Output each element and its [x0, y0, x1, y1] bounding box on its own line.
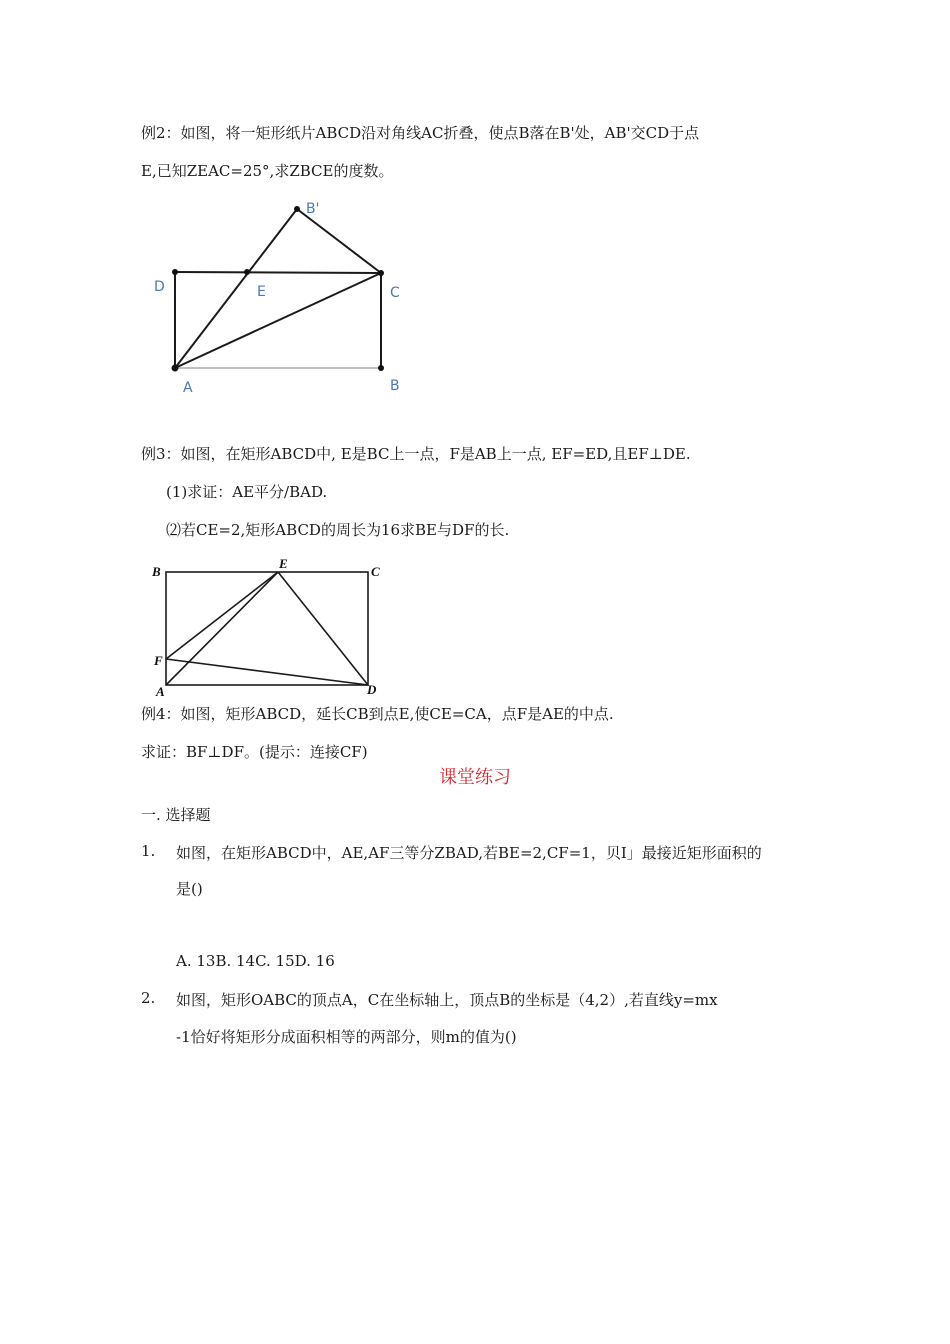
label-e: E — [279, 556, 288, 571]
label-d: D — [154, 279, 165, 295]
practice-heading: 课堂练习 — [439, 767, 511, 788]
question1-options: A. 13B. 14C. 15D. 16 — [176, 952, 335, 970]
label-c: C — [371, 564, 380, 579]
segment-fd — [166, 659, 368, 685]
section-multiple-choice: 一. 选择题 — [141, 806, 211, 824]
point-b — [378, 365, 384, 371]
label-e: E — [257, 284, 266, 300]
example3-line2: (1)求证：AE平分/BAD. — [166, 483, 328, 501]
point-b-prime — [294, 206, 300, 212]
segment-fe — [166, 572, 278, 659]
label-f: F — [154, 653, 163, 668]
label-c: C — [390, 285, 400, 301]
point-a — [172, 365, 179, 372]
rectangle-abcd — [166, 572, 368, 685]
label-d: D — [367, 682, 377, 697]
segment-ae — [166, 572, 278, 685]
question2-line1: 如图，矩形OABC的顶点A，C在坐标轴上，顶点B的坐标是（4,2）,若直线y=mx — [176, 991, 718, 1009]
example3-line3: ⑵若CE=2,矩形ABCD的周长为16求BE与DF的长. — [166, 521, 510, 539]
label-b: B — [152, 564, 161, 579]
label-a: A — [183, 380, 193, 396]
point-d — [172, 269, 178, 275]
question1-line1: 如图，在矩形ABCD中，AE,AF三等分ZBAD,若BE=2,CF=1，贝I」最接近矩形面积的 — [176, 844, 762, 862]
question1-line2: 是() — [176, 880, 203, 898]
point-c — [378, 270, 384, 276]
example2-line1: 例2：如图，将一矩形纸片ABCD沿对角线AC折叠，使点B落在B'处，AB'交CD于点 — [141, 124, 700, 142]
example4-line1: 例4：如图，矩形ABCD，延长CB到点E,使CE=CA，点F是AE的中点. — [141, 705, 614, 723]
question1-number: 1. — [141, 842, 156, 860]
segment-ed — [278, 572, 368, 685]
example3-line1: 例3：如图，在矩形ABCD中, E是BC上一点，F是AB上一点, EF=ED,且EF⊥DE. — [141, 445, 691, 463]
label-a: A — [156, 684, 165, 699]
segment-ac — [175, 273, 381, 368]
point-e — [244, 269, 250, 275]
segment-ab-prime — [175, 209, 297, 368]
segment-b-prime-c — [297, 209, 381, 273]
example4-line2: 求证：BF⊥DF。(提示：连接CF) — [141, 743, 368, 761]
label-b: B — [390, 378, 400, 394]
label-b-prime: B' — [306, 201, 320, 217]
question2-line2: -1恰好将矩形分成面积相等的两部分，则m的值为() — [176, 1028, 517, 1046]
example2-line2: E,已知ZEAC=25°,求ZBCE的度数。 — [141, 162, 394, 180]
question2-number: 2. — [141, 989, 156, 1007]
segment-dc — [175, 272, 381, 273]
